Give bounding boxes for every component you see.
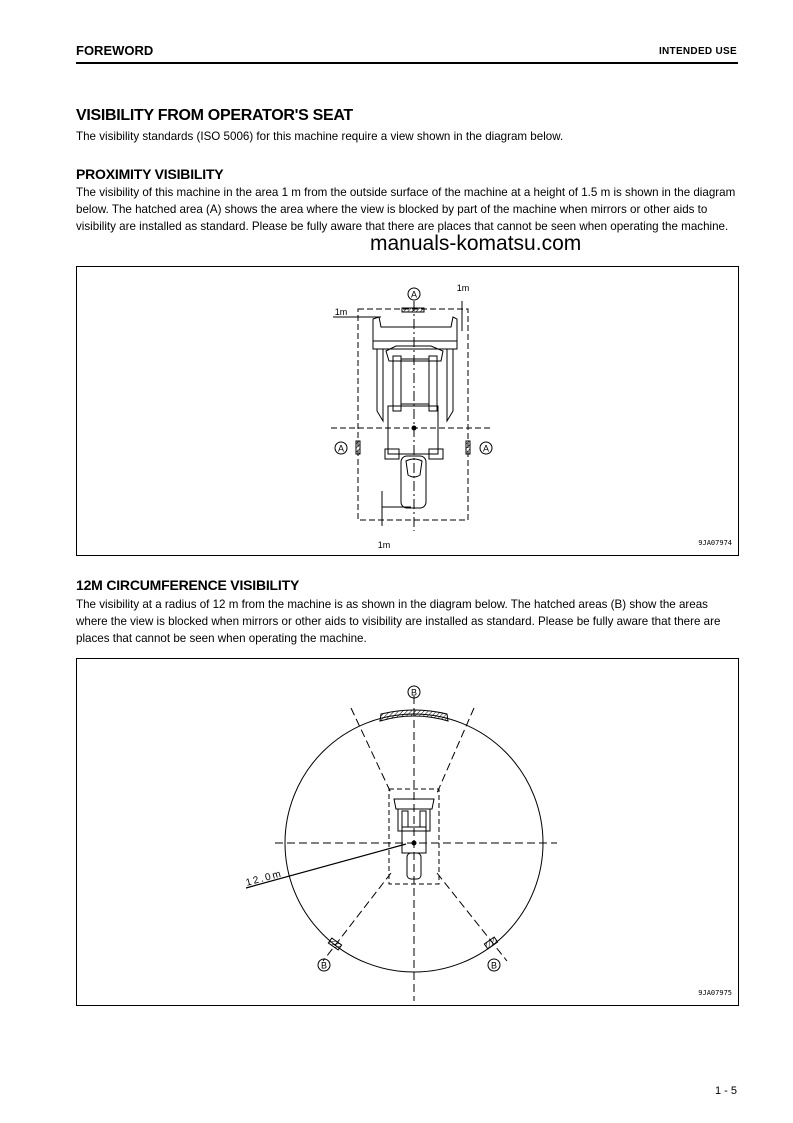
- label-b-top: B: [410, 687, 418, 698]
- watermark: manuals-komatsu.com: [370, 232, 582, 255]
- proximity-heading: PROXIMITY VISIBILITY: [76, 166, 224, 182]
- proximity-diagram: [77, 267, 738, 555]
- circumference-text: The visibility at a radius of 12 m from the machine is as shown in the diagram below. The hatched areas (B) show the areas where the view is blocked when mirrors or other aids to visibility are installed as standard. Please be fully aware that there are places that cannot be seen when operating the machine.: [76, 598, 721, 645]
- dim-label-top: 1m: [456, 283, 470, 293]
- proximity-figure: [76, 266, 739, 556]
- dim-label-left: 1m: [334, 307, 348, 317]
- circumference-diagram: [77, 659, 738, 1005]
- proximity-text: The visibility of this machine in the area 1 m from the outside surface of the machine at a height of 1.5 m is shown in the diagram below. The hatched area (A) shows the area where the view is blocked by part of the machine when mirrors or other aids to visibility are installed as standard. Please be fully aware that there are places that cannot be seen when operating the machine.: [76, 186, 736, 233]
- label-b-right: B: [490, 960, 498, 971]
- page-title: VISIBILITY FROM OPERATOR'S SEAT: [76, 107, 353, 124]
- label-a-top: A: [410, 289, 418, 300]
- figure-code: 9JA07975: [698, 989, 732, 997]
- circumference-heading: 12M CIRCUMFERENCE VISIBILITY: [76, 577, 300, 593]
- intro-text: The visibility standards (ISO 5006) for this machine require a view shown in the diagram below.: [76, 130, 564, 143]
- header-divider: [76, 62, 738, 64]
- header-chapter: INTENDED USE: [658, 46, 737, 57]
- dim-label-bottom: 1m: [377, 540, 391, 550]
- circumference-figure: [76, 658, 739, 1006]
- label-a-right: A: [482, 443, 490, 454]
- figure-code: 9JA07974: [698, 539, 732, 547]
- page-number: 1 - 5: [714, 1085, 737, 1097]
- label-b-left: B: [320, 960, 328, 971]
- radius-label: 12.0m: [244, 868, 285, 889]
- header-section: FOREWORD: [76, 43, 154, 58]
- label-a-left: A: [337, 443, 345, 454]
- blocked-areas-b: [328, 710, 497, 950]
